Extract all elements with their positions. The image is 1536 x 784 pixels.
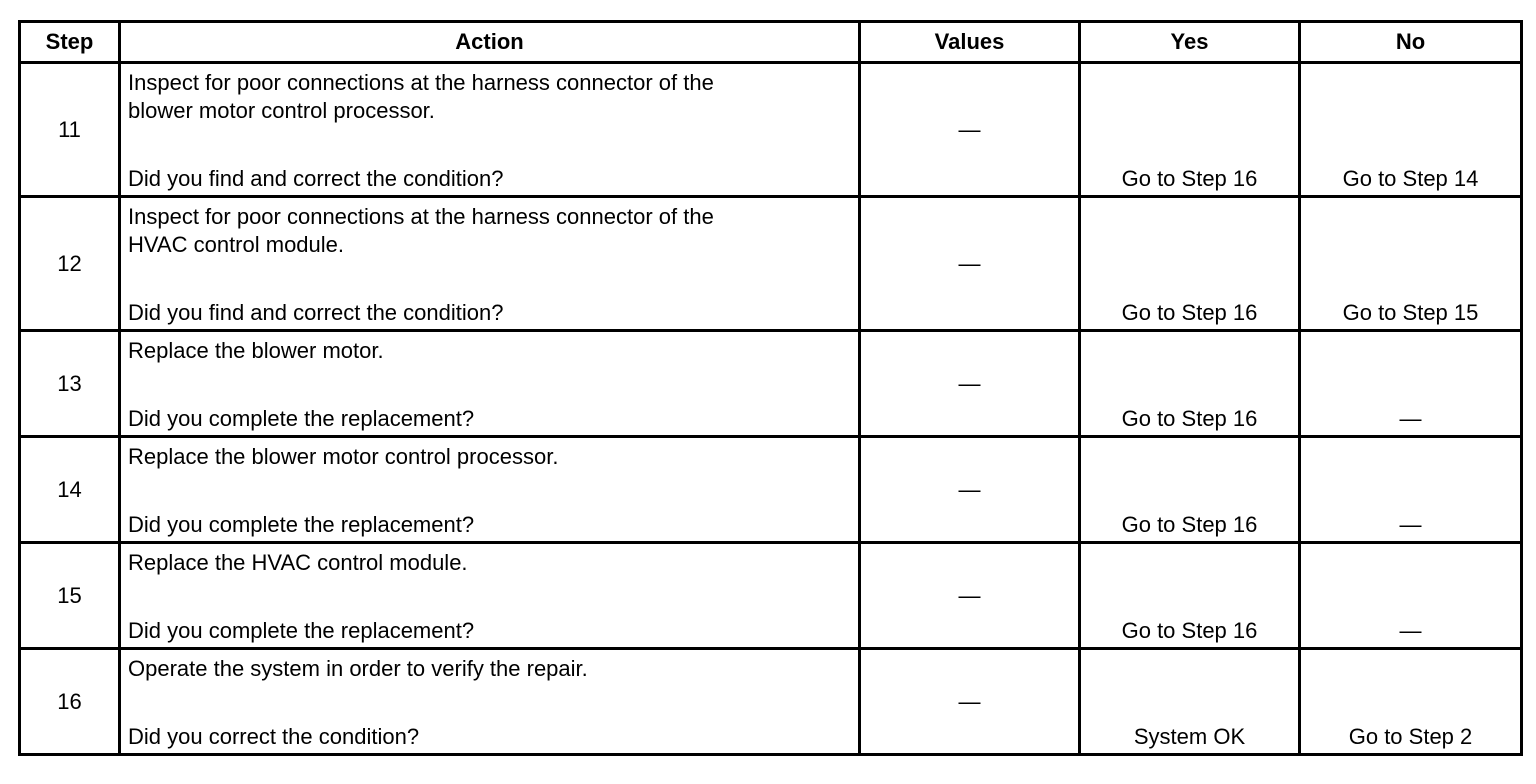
table-row — [20, 331, 1522, 437]
action-cell — [120, 331, 860, 437]
action-line: Operate the system in order to verify the repair. — [128, 656, 588, 681]
yes-cell — [1080, 437, 1300, 543]
action-question: Did you find and correct the condition? — [128, 300, 504, 325]
header-no: No — [1300, 22, 1522, 63]
step-cell: 12 — [20, 197, 120, 331]
action-question: Did you find and correct the condition? — [128, 166, 504, 191]
no-result: Go to Step 2 — [1348, 724, 1473, 749]
step-cell: 13 — [20, 331, 120, 437]
header-action: Action — [120, 22, 860, 63]
action-instruction — [128, 337, 852, 365]
action-line: Replace the HVAC control module. — [128, 550, 468, 575]
yes-cell — [1080, 543, 1300, 649]
action-line: Replace the blower motor control processor. — [128, 444, 559, 469]
step-cell: 16 — [20, 649, 120, 755]
no-cell — [1300, 331, 1522, 437]
action-cell — [120, 437, 860, 543]
no-cell — [1300, 543, 1522, 649]
action-cell — [120, 63, 860, 197]
action-question: Did you correct the condition? — [128, 724, 420, 749]
action-cell — [120, 649, 860, 755]
diagnostic-table — [18, 20, 1523, 756]
no-result: Go to Step 15 — [1342, 300, 1479, 325]
action-cell — [120, 197, 860, 331]
action-instruction — [128, 203, 852, 259]
no-result: — — [1399, 618, 1422, 643]
yes-result: System OK — [1133, 724, 1246, 749]
action-instruction — [128, 655, 852, 683]
yes-result: Go to Step 16 — [1121, 300, 1258, 325]
values-cell: — — [860, 543, 1080, 649]
action-question: Did you complete the replacement? — [128, 512, 475, 537]
yes-cell — [1080, 197, 1300, 331]
action-instruction — [128, 549, 852, 577]
header-yes: Yes — [1080, 22, 1300, 63]
action-line: Replace the blower motor. — [128, 338, 384, 363]
table-row — [20, 649, 1522, 755]
no-result: — — [1399, 512, 1422, 537]
header-values: Values — [860, 22, 1080, 63]
values-cell: — — [860, 331, 1080, 437]
table-row — [20, 543, 1522, 649]
yes-result: Go to Step 16 — [1121, 166, 1258, 191]
action-instruction — [128, 443, 852, 471]
yes-cell — [1080, 649, 1300, 755]
yes-result: Go to Step 16 — [1121, 406, 1258, 431]
step-cell: 14 — [20, 437, 120, 543]
table-row — [20, 197, 1522, 331]
action-cell — [120, 543, 860, 649]
action-instruction — [128, 69, 852, 125]
action-line: blower motor control processor. — [128, 98, 435, 123]
table-row — [20, 63, 1522, 197]
action-question: Did you complete the replacement? — [128, 406, 475, 431]
table-row — [20, 437, 1522, 543]
no-result: — — [1399, 406, 1422, 431]
step-cell: 15 — [20, 543, 120, 649]
no-cell — [1300, 197, 1522, 331]
header-step: Step — [20, 22, 120, 63]
no-cell — [1300, 437, 1522, 543]
values-cell: — — [860, 197, 1080, 331]
values-cell: — — [860, 649, 1080, 755]
header-row — [20, 22, 1522, 63]
action-line: HVAC control module. — [128, 232, 345, 257]
table-body — [20, 63, 1522, 755]
table-header — [20, 22, 1522, 63]
no-result: Go to Step 14 — [1342, 166, 1479, 191]
step-cell: 11 — [20, 63, 120, 197]
yes-result: Go to Step 16 — [1121, 618, 1258, 643]
no-cell — [1300, 63, 1522, 197]
yes-cell — [1080, 63, 1300, 197]
action-line: Inspect for poor connections at the harness connector of the — [128, 204, 714, 229]
action-line: Inspect for poor connections at the harness connector of the — [128, 70, 714, 95]
action-question: Did you complete the replacement? — [128, 618, 475, 643]
values-cell: — — [860, 437, 1080, 543]
values-cell: — — [860, 63, 1080, 197]
yes-result: Go to Step 16 — [1121, 512, 1258, 537]
no-cell — [1300, 649, 1522, 755]
yes-cell — [1080, 331, 1300, 437]
